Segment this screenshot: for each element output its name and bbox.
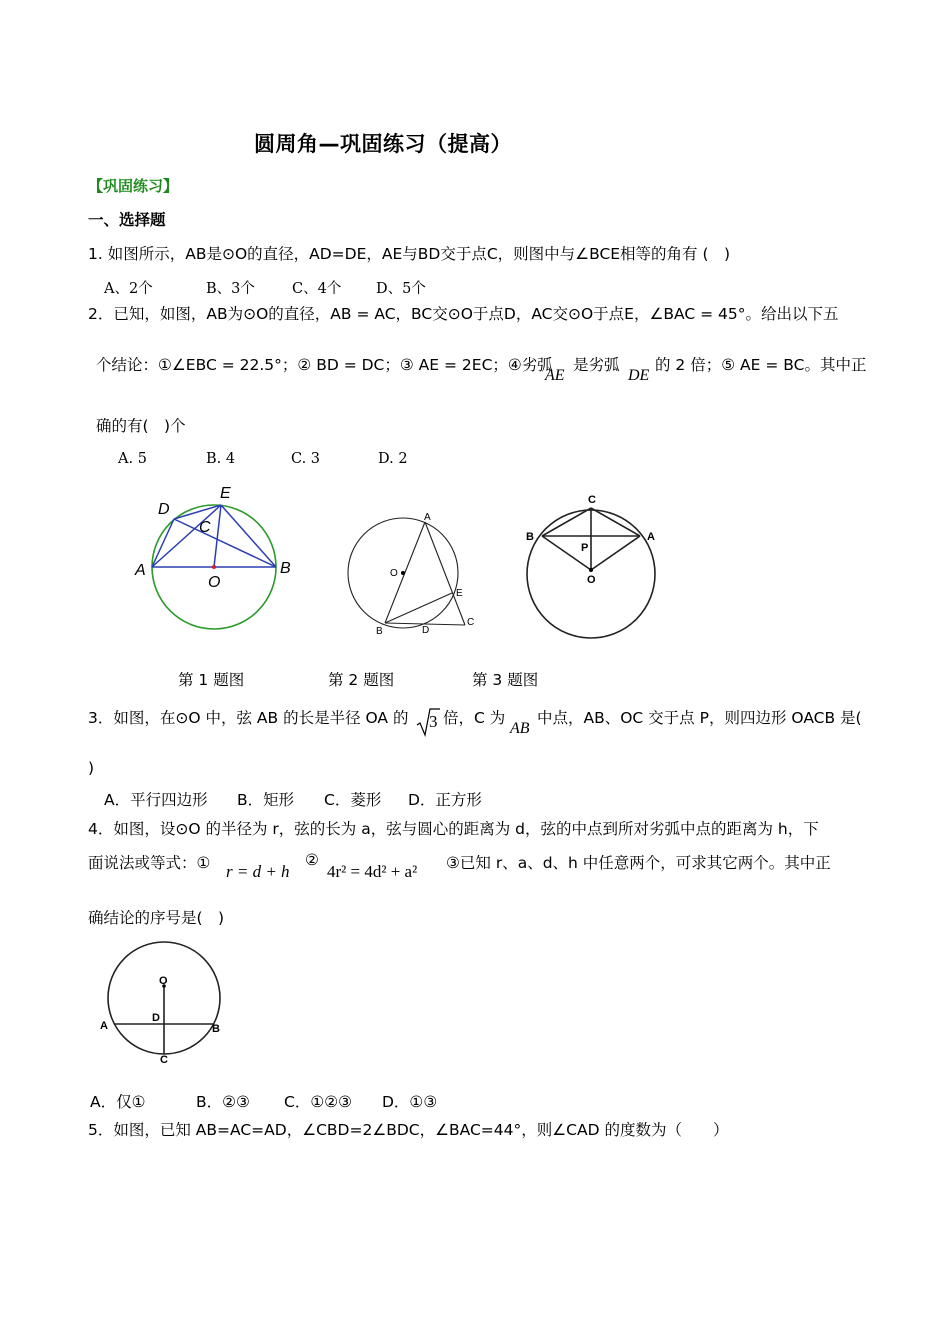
q4-option-b: B．②③ <box>196 1093 250 1111</box>
question-4-line3: 确结论的序号是( ) <box>88 909 225 927</box>
fig1-label-b: B <box>280 560 291 577</box>
q3-option-d: D．正方形 <box>408 791 482 809</box>
q4-option-c: C．①②③ <box>284 1093 353 1111</box>
fig2-label-o: O <box>390 568 398 579</box>
page-title: 圆周角—巩固练习（提高） <box>254 132 512 156</box>
arc-de-label: DE <box>628 367 650 384</box>
fig3-label-c: C <box>588 494 596 506</box>
fig2-label-a: A <box>424 512 431 523</box>
figure-2-diagram <box>340 508 485 643</box>
q2-option-d: D. 2 <box>378 451 408 467</box>
question-4-line2-b: ② <box>305 851 319 869</box>
q1-option-b: B、3个 <box>206 281 255 297</box>
fig4-label-b: B <box>212 1023 220 1035</box>
fig3-label-b: B <box>526 531 534 543</box>
fig2-label-d: D <box>422 625 430 636</box>
formula-1: r = d + h <box>226 862 290 881</box>
caption-figure-1: 第 1 题图 <box>178 671 245 689</box>
q2-option-c: C. 3 <box>291 451 321 467</box>
fig4-label-d: D <box>152 1012 160 1024</box>
q4-option-a: A．仅① <box>90 1093 146 1111</box>
fig3-label-p: P <box>581 542 589 554</box>
question-2-line1: 2．已知，如图，AB为⊙O的直径，AB = AC，BC交⊙O于点D，AC交⊙O于点E，∠BAC = 45°。给出以下五 <box>88 305 839 323</box>
question-1-text: 1. 如图所示，AB是⊙O的直径，AD=DE，AE与BD交于点C，则图中与∠BCE相等的角有 ( ) <box>88 245 731 263</box>
section-tag: 【巩固练习】 <box>88 177 179 195</box>
fig4-label-c: C <box>160 1054 168 1065</box>
q1-option-d: D、5个 <box>376 281 426 297</box>
fig1-label-a: A <box>135 562 146 579</box>
question-5-text: 5．如图，已知 AB=AC=AD，∠CBD=2∠BDC，∠BAC=44°，则∠CAD 的度数为（ ） <box>88 1121 729 1139</box>
caption-figure-3: 第 3 题图 <box>472 671 539 689</box>
fig1-label-o: O <box>208 574 221 591</box>
fig3-label-o: O <box>587 574 596 586</box>
question-3-text-c: 中点，AB、OC 交于点 P，则四边形 OACB 是( <box>537 709 862 727</box>
fig2-label-e: E <box>456 588 463 599</box>
q2-option-a: A. 5 <box>118 451 147 467</box>
fig1-label-e: E <box>220 485 231 502</box>
arc-ab-label: AB <box>510 720 530 737</box>
fig4-label-o: O <box>159 975 168 987</box>
part-heading: 一、选择题 <box>88 211 166 229</box>
q2-option-b: B. 4 <box>206 451 236 467</box>
question-2-line2-c: 的 2 倍；⑤ AE = BC。其中正 <box>655 356 867 374</box>
arc-ae-label: AE <box>545 367 565 384</box>
sqrt-value: 3 <box>429 712 438 731</box>
q3-option-c: C．菱形 <box>324 791 382 809</box>
question-3-text-b: 倍，C 为 <box>443 709 506 727</box>
fig1-label-c: C <box>199 519 211 536</box>
figure-4-diagram <box>96 940 231 1065</box>
fig2-label-b: B <box>376 626 383 637</box>
figure-1-diagram <box>130 478 300 638</box>
question-2-line2-a: 个结论：①∠EBC = 22.5°；② BD = DC；③ AE = 2EC；④劣弧 <box>96 356 553 374</box>
question-4-line2-c: ③已知 r、a、d、h 中任意两个，可求其它两个。其中正 <box>446 854 831 872</box>
question-3-text-d: ) <box>88 759 95 777</box>
question-2-line3: 确的有( )个 <box>96 417 186 435</box>
formula-2: 4r² = 4d² + a² <box>327 862 418 881</box>
fig4-label-a: A <box>100 1020 108 1032</box>
q1-option-c: C、4个 <box>292 281 342 297</box>
q3-option-b: B．矩形 <box>237 791 295 809</box>
q3-option-a: A．平行四边形 <box>104 791 208 809</box>
q1-option-a: A、2个 <box>104 281 153 297</box>
caption-figure-2: 第 2 题图 <box>328 671 395 689</box>
fig3-label-a: A <box>647 531 655 543</box>
question-3-text-a: 3．如图，在⊙O 中，弦 AB 的长是半径 OA 的 <box>88 709 409 727</box>
fig2-label-c: C <box>467 617 475 628</box>
fig1-label-d: D <box>158 501 170 518</box>
question-4-line1: 4．如图，设⊙O 的半径为 r，弦的长为 a，弦与圆心的距离为 d，弦的中点到所对劣弧中点的距离为 h，下 <box>88 820 819 838</box>
question-4-line2-a: 面说法或等式：① <box>88 854 211 872</box>
q4-option-d: D．①③ <box>382 1093 438 1111</box>
figure-3-diagram <box>520 486 670 641</box>
question-2-line2-b: 是劣弧 <box>573 356 620 374</box>
